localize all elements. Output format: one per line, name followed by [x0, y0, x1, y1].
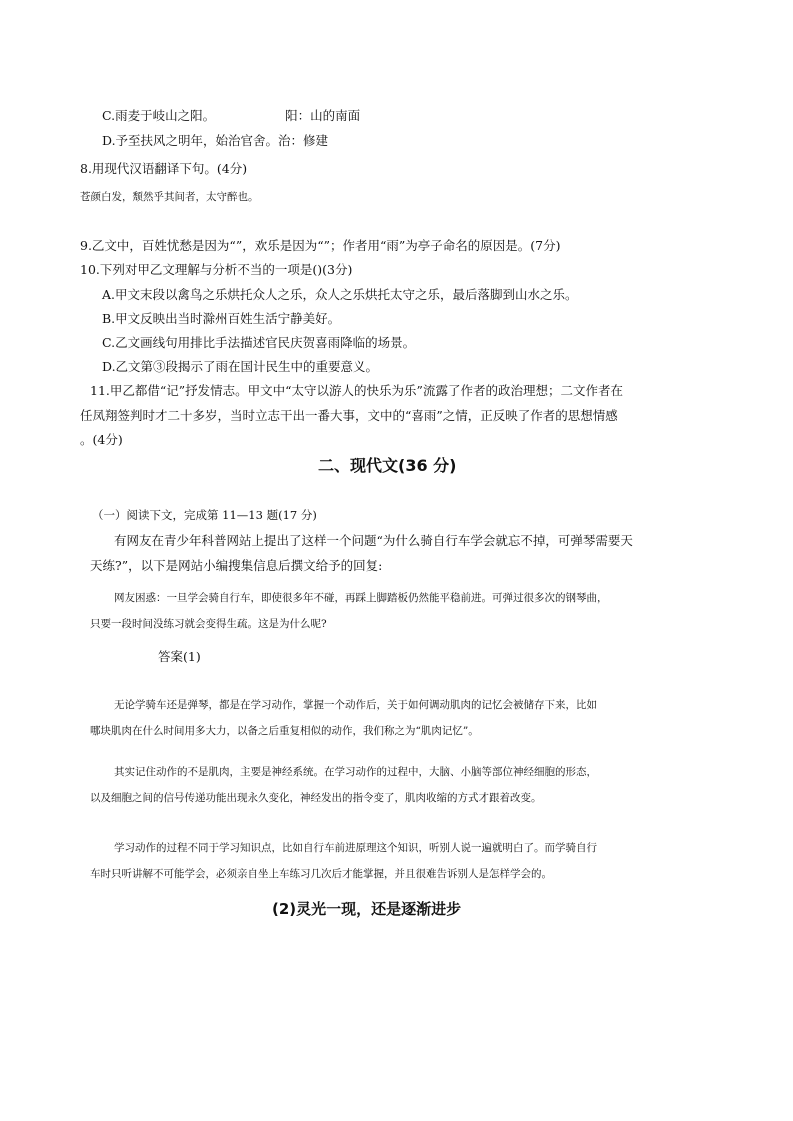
- answer-p1-line-2: 哪块肌肉在什么时间用多大力，以备之后重复相似的动作，我们称之为“肌肉记忆”。: [90, 725, 479, 737]
- netizen-question-line-2: 只要一段时间没练习就会变得生疏。这是为什么呢?: [90, 618, 327, 630]
- answer-p2-line-2: 以及细胞之间的信号传递功能出现永久变化，神经发出的指令变了，肌肉收缩的方式才跟着改变。: [90, 792, 542, 804]
- q11-line-1: 11.甲乙都借“记”抒发情志。甲文中“太守以游人的快乐为乐”流露了作者的政治理想；二文作者在: [90, 383, 623, 398]
- section-heading: 二、现代文(36 分): [318, 456, 457, 475]
- q7-option-c-note: 阳：山的南面: [285, 108, 361, 123]
- q8-sentence: 苍颜白发，颓然乎其间者，太守醉也。: [80, 191, 259, 203]
- q11-line-3: 。(4分): [80, 432, 123, 447]
- q11-line-2: 任凤翔签判时才二十多岁，当时立志干出一番大事，文中的“喜雨”之情，正反映了作者的思想情感: [80, 408, 618, 423]
- q9-text: 9.乙文中，百姓忧愁是因为“”，欢乐是因为“”；作者用“雨”为亭子命名的原因是。(7分): [80, 238, 561, 253]
- subheading-2: (2)灵光一现，还是逐渐进步: [272, 900, 462, 918]
- answer-p3-line-1: 学习动作的过程不同于学习知识点，比如自行车前进原理这个知识，听别人说一遍就明白了。而学骑自行: [114, 842, 597, 854]
- q10-option-a: A.甲文末段以禽鸟之乐烘托众人之乐，众人之乐烘托太守之乐，最后落脚到山水之乐。: [102, 287, 578, 302]
- q8-prompt: 8.用现代汉语翻译下句。(4分): [80, 161, 248, 176]
- q7-option-c-text: C.雨麦于岐山之阳。: [102, 108, 216, 123]
- q7-option-d: D.予至扶风之明年，始治官舍。治：修建: [102, 133, 329, 148]
- para1-line-2: 天练?”，以下是网站小编搜集信息后撰文给予的回复:: [90, 558, 383, 573]
- q10-option-d: D.乙文第③段揭示了雨在国计民生中的重要意义。: [102, 359, 379, 374]
- q10-option-c: C.乙文画线句用排比手法描述官民庆贺喜雨降临的场景。: [102, 335, 416, 350]
- q10-prompt: 10.下列对甲乙文理解与分析不当的一项是()(3分): [80, 262, 353, 277]
- q7-option-c: [102, 110, 360, 123]
- answer-p3-line-2: 车时只听讲解不可能学会，必须亲自坐上车练习几次后才能掌握，并且很难告诉别人是怎样学会的。: [90, 868, 552, 880]
- reading-intro: （一）阅读下文，完成第 11—13 题(17 分): [92, 508, 317, 522]
- para1-line-1: 有网友在青少年科普网站上提出了这样一个问题“为什么骑自行车学会就忘不掉，可弹琴需要天: [114, 533, 633, 548]
- answer-p2-line-1: 其实记住动作的不是肌肉，主要是神经系统。在学习动作的过程中，大脑、小脑等部位神经细胞的形态，: [114, 766, 597, 778]
- q10-option-b: B.甲文反映出当时滁州百姓生活宁静美好。: [102, 311, 341, 326]
- answer-p1-line-1: 无论学骑车还是弹琴，都是在学习动作，掌握一个动作后，关于如何调动肌肉的记忆会被储存下来，比如: [114, 699, 597, 711]
- answer-label: 答案(1): [158, 649, 201, 664]
- netizen-question-line-1: 网友困惑：一旦学会骑自行车，即使很多年不碰，再踩上脚踏板仍然能平稳前进。可弹过很多次的钢琴曲，: [114, 592, 608, 604]
